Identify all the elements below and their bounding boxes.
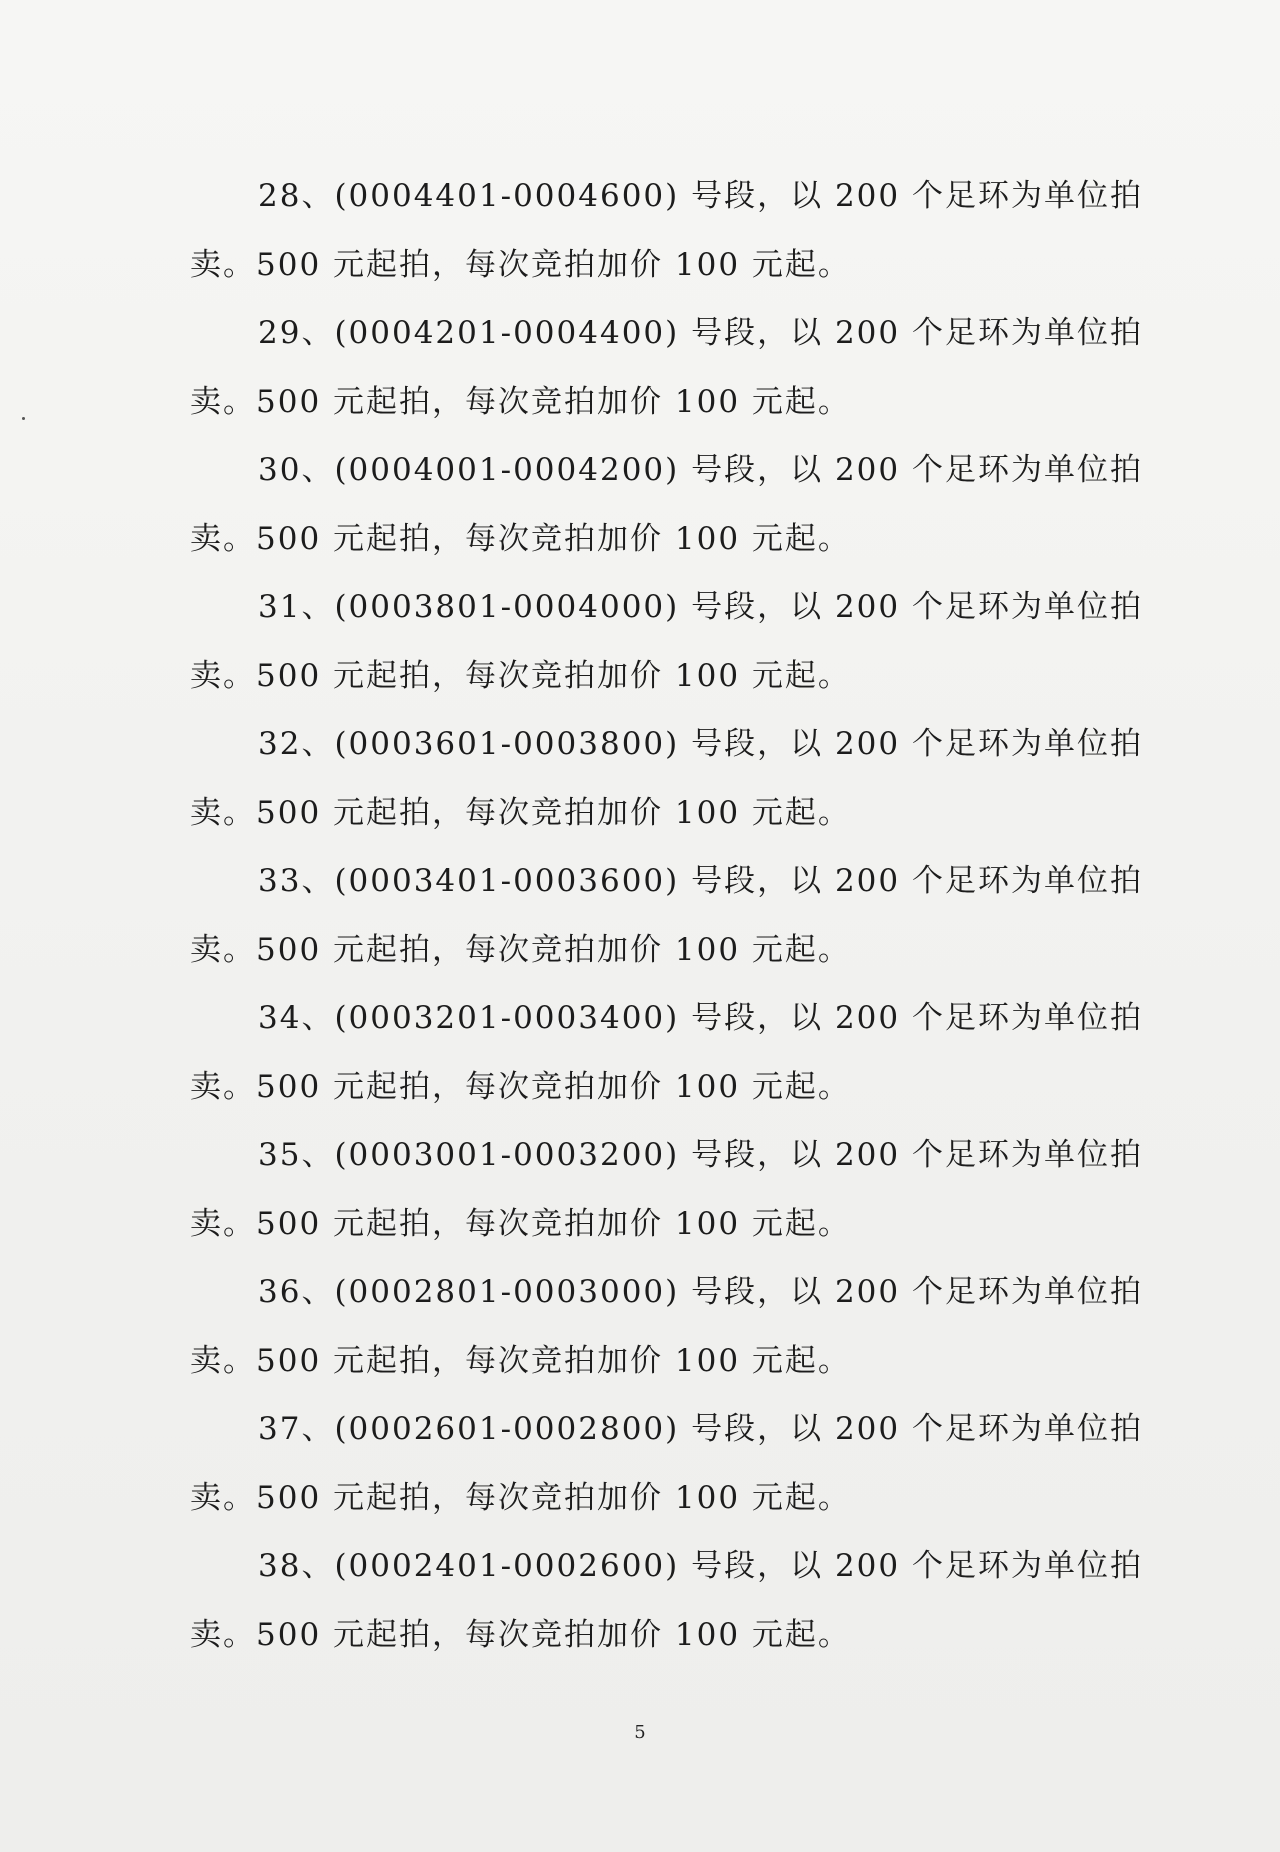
item-first-line: 35、(0003001-0003200) 号段，以 200 个足环为单位拍: [258, 1137, 1143, 1173]
item-second-line: 卖。500 元起拍，每次竞拍加价 100 元起。: [190, 931, 851, 968]
auction-item-28: [190, 162, 1143, 299]
item-second-line: 卖。500 元起拍，每次竞拍加价 100 元起。: [190, 794, 851, 831]
item-second-line: 卖。500 元起拍，每次竞拍加价 100 元起。: [190, 1205, 851, 1242]
item-first-line: 29、(0004201-0004400) 号段，以 200 个足环为单位拍: [258, 315, 1143, 351]
item-first-line: 33、(0003401-0003600) 号段，以 200 个足环为单位拍: [258, 863, 1143, 899]
item-first-line: 28、(0004401-0004600) 号段，以 200 个足环为单位拍: [258, 178, 1143, 214]
auction-item-38: [190, 1532, 1143, 1669]
item-second-line: 卖。500 元起拍，每次竞拍加价 100 元起。: [190, 383, 851, 420]
item-second-line: 卖。500 元起拍，每次竞拍加价 100 元起。: [190, 657, 851, 694]
auction-item-32: [190, 710, 1143, 847]
auction-item-35: [190, 1121, 1143, 1258]
scan-speck: [22, 417, 25, 420]
item-second-line: 卖。500 元起拍，每次竞拍加价 100 元起。: [190, 1616, 851, 1653]
item-first-line: 38、(0002401-0002600) 号段，以 200 个足环为单位拍: [258, 1548, 1143, 1584]
item-first-line: 34、(0003201-0003400) 号段，以 200 个足环为单位拍: [258, 1000, 1143, 1036]
auction-item-34: [190, 984, 1143, 1121]
item-second-line: 卖。500 元起拍，每次竞拍加价 100 元起。: [190, 1068, 851, 1105]
auction-item-30: [190, 436, 1143, 573]
item-first-line: 32、(0003601-0003800) 号段，以 200 个足环为单位拍: [258, 726, 1143, 762]
auction-item-31: [190, 573, 1143, 710]
document-body: [190, 162, 1143, 1669]
page-number: 5: [634, 1722, 646, 1743]
item-first-line: 31、(0003801-0004000) 号段，以 200 个足环为单位拍: [258, 589, 1143, 625]
auction-item-37: [190, 1395, 1143, 1532]
item-second-line: 卖。500 元起拍，每次竞拍加价 100 元起。: [190, 1479, 851, 1516]
item-second-line: 卖。500 元起拍，每次竞拍加价 100 元起。: [190, 520, 851, 557]
item-second-line: 卖。500 元起拍，每次竞拍加价 100 元起。: [190, 1342, 851, 1379]
auction-item-36: [190, 1258, 1143, 1395]
item-second-line: 卖。500 元起拍，每次竞拍加价 100 元起。: [190, 246, 851, 283]
auction-item-29: [190, 299, 1143, 436]
item-first-line: 36、(0002801-0003000) 号段，以 200 个足环为单位拍: [258, 1274, 1143, 1310]
item-first-line: 30、(0004001-0004200) 号段，以 200 个足环为单位拍: [258, 452, 1143, 488]
item-first-line: 37、(0002601-0002800) 号段，以 200 个足环为单位拍: [258, 1411, 1143, 1447]
auction-item-33: [190, 847, 1143, 984]
